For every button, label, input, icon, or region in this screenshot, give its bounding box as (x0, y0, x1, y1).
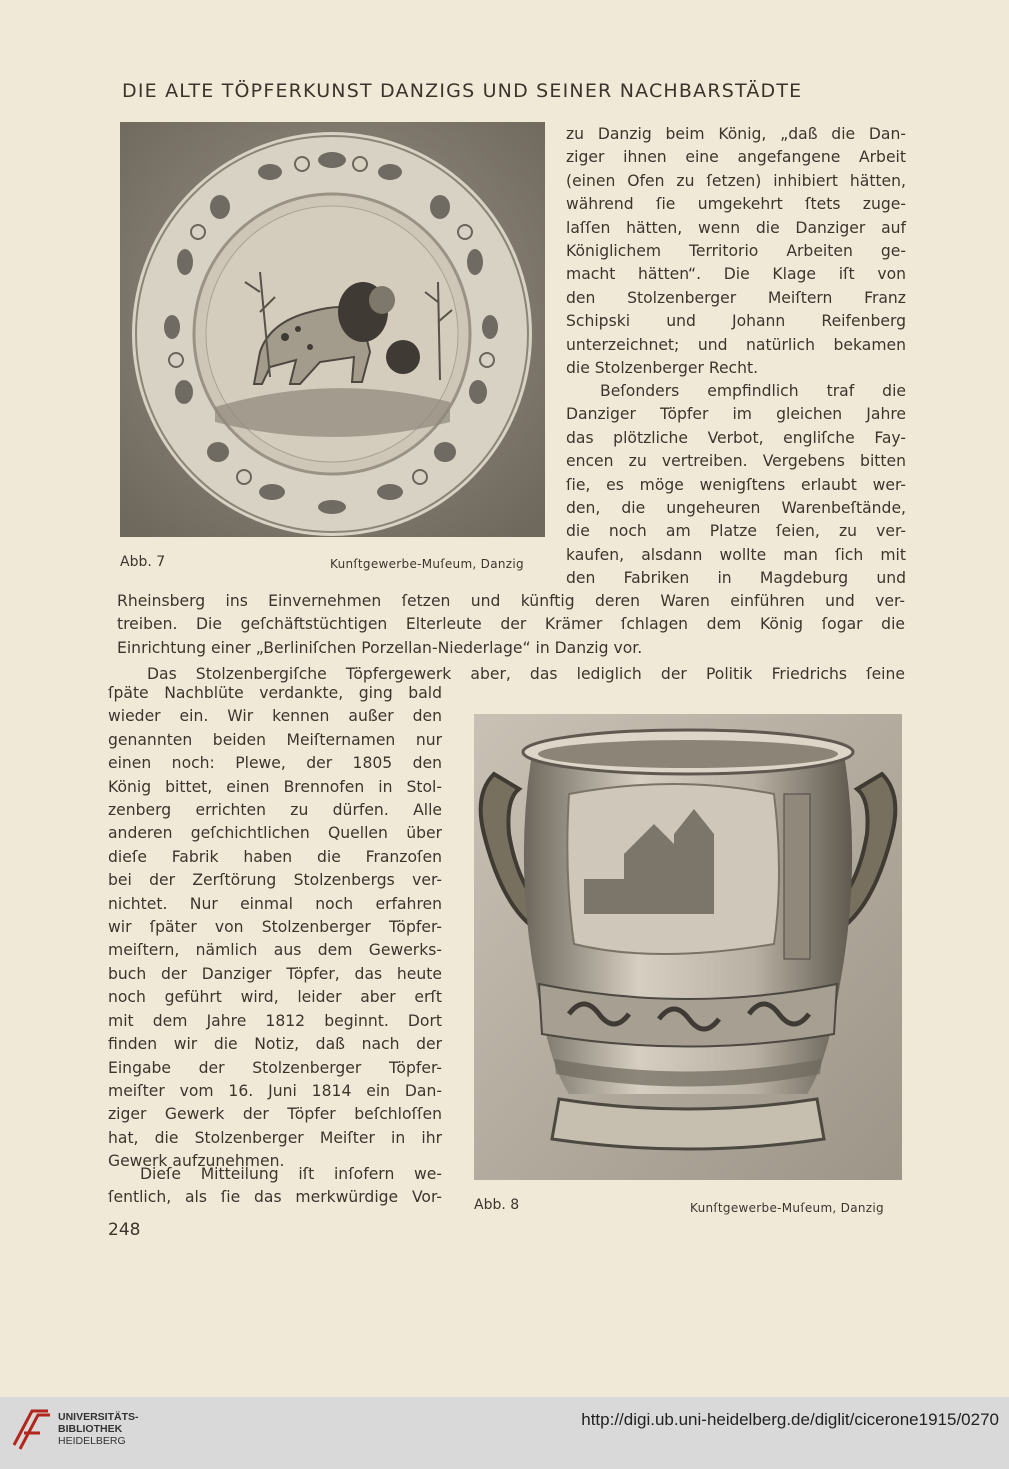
text-line: Einrichtung einer „Berliniſchen Porzellan-Niederlage“ in Danzig vor. (117, 638, 643, 657)
text-line: dieſe Fabrik haben die Franzoſen (108, 847, 442, 866)
text-line: wieder ein. Wir kennen außer den (108, 707, 442, 726)
text-line: anderen geſchichtlichen Quellen über (108, 824, 442, 843)
figure-8-source: Kunſtgewerbe-Muſeum, Danzig (690, 1201, 884, 1215)
text-line: Beſonders empfindlich traf die (600, 382, 906, 400)
text-line: den Stolzenberger Meiſtern Franz (566, 288, 906, 307)
text-line: Königlichem Territorio Arbeiten ge- (566, 242, 906, 261)
paragraph-1 (566, 123, 906, 380)
figure-7-source: Kunſtgewerbe-Muſeum, Danzig (330, 557, 524, 571)
text-line: genannten beiden Meiſternamen nur (108, 730, 442, 749)
text-line: zenberg errichten zu dürfen. Alle (108, 801, 442, 820)
text-line: den Fabriken in Magdeburg und (566, 569, 906, 588)
text-line: das plötzliche Verbot, engliſche Fay- (566, 428, 906, 447)
text-line: während ſie umgekehrt ſtets zuge- (566, 195, 906, 214)
library-logo-text (58, 1411, 139, 1447)
text-line: (einen Ofen zu ſetzen) inhibiert hätten, (566, 171, 906, 190)
paragraph-4 (108, 1163, 442, 1210)
text-line: treiben. Die geſchäftstüchtigen Elterleute der Krämer ſchlagen dem König ſogar die (117, 615, 905, 634)
text-line: ziger ihnen eine angefangene Arbeit (566, 148, 906, 167)
text-line: ziger Gewerk der Töpfer beſchloſſen (108, 1105, 442, 1124)
figure-7-label: Abb. 7 (120, 554, 166, 570)
paragraph-2-right (566, 380, 906, 591)
text-line: ſpäte Nachblüte verdankte, ging bald (108, 684, 442, 702)
text-line: wir ſpäter von Stolzenberger Töpfer- (108, 918, 442, 937)
text-line: Dieſe Mitteilung iſt inſofern we- (140, 1165, 442, 1183)
text-line: Danziger Töpfer im gleichen Jahre (566, 405, 906, 424)
text-line: kaufen, alsdann wollte man ſich mit (566, 545, 906, 564)
figure-8-label: Abb. 8 (474, 1197, 520, 1213)
text-line: die noch am Platze ſeien, zu ver- (566, 522, 906, 541)
text-line: meiſtern, nämlich aus dem Gewerks- (108, 941, 442, 960)
text-line: encen zu vertreiben. Vergebens bitten (566, 452, 906, 471)
text-line: mit dem Jahre 1812 beginnt. Dort (108, 1011, 442, 1030)
text-line: laſſen hätten, wenn die Danziger auf (566, 218, 906, 237)
text-line: zu Danzig beim König, „daß die Dan- (566, 125, 906, 143)
text-line: König bittet, einen Brennofen in Stol- (108, 777, 442, 796)
text-line: den, die ungeheuren Warenbeſtände, (566, 499, 906, 518)
figure-plate-image (120, 122, 545, 537)
text-line: Rheinsberg ins Einvernehmen ſetzen und künftig deren Waren einführen und ver- (117, 592, 905, 610)
logo-line: UNIVERSITÄTS- (58, 1411, 139, 1423)
text-line: macht hätten“. Die Klage iſt von (566, 265, 906, 284)
vase-illustration (474, 714, 902, 1180)
logo-line: BIBLIOTHEK (58, 1423, 123, 1435)
text-line: nichtet. Nur einmal noch erfahren (108, 894, 442, 913)
text-line: ſie, es möge wenigſtens erlaubt wer- (566, 475, 906, 494)
source-url-link[interactable]: http://digi.ub.uni-heidelberg.de/diglit/cicerone1915/0270 (581, 1410, 999, 1429)
paragraph-3-left (108, 682, 442, 1174)
page-number: 248 (108, 1220, 141, 1240)
footer-bar (0, 1397, 1009, 1469)
running-header: DIE ALTE TÖPFERKUNST DANZIGS UND SEINER NACHBARSTÄDTE (122, 80, 803, 102)
text-line: ſentlich, als ſie das merkwürdige Vor- (108, 1188, 442, 1207)
text-line: Schipski und Johann Reifenberg (566, 312, 906, 331)
logo-line: HEIDELBERG (58, 1435, 126, 1447)
text-line: einen noch: Plewe, der 1805 den (108, 754, 442, 773)
text-line: die Stolzenberger Recht. (566, 359, 759, 378)
library-logo-icon[interactable] (10, 1405, 52, 1453)
plate-illustration (120, 122, 545, 537)
text-line: Gewerk aufzunehmen. (108, 1152, 285, 1171)
text-line: Das Stolzenbergiſche Töpfergewerk aber, das lediglich der Politik Friedrichs ſeine (147, 665, 905, 683)
text-line: buch der Danziger Töpfer, das heute (108, 964, 442, 983)
paragraph-2-full (117, 590, 905, 660)
text-line: Eingabe der Stolzenberger Töpfer- (108, 1058, 442, 1077)
text-line: finden wir die Notiz, daß nach der (108, 1035, 442, 1054)
text-line: meiſter vom 16. Juni 1814 ein Dan- (108, 1081, 442, 1100)
figure-vase-image (474, 714, 902, 1180)
text-line: hat, die Stolzenberger Meiſter in ihr (108, 1128, 442, 1147)
text-line: bei der Zerſtörung Stolzenbergs ver- (108, 871, 442, 890)
text-line: unterzeichnet; und natürlich bekamen (566, 335, 906, 354)
text-line: noch geführt wird, leider aber erſt (108, 988, 442, 1007)
